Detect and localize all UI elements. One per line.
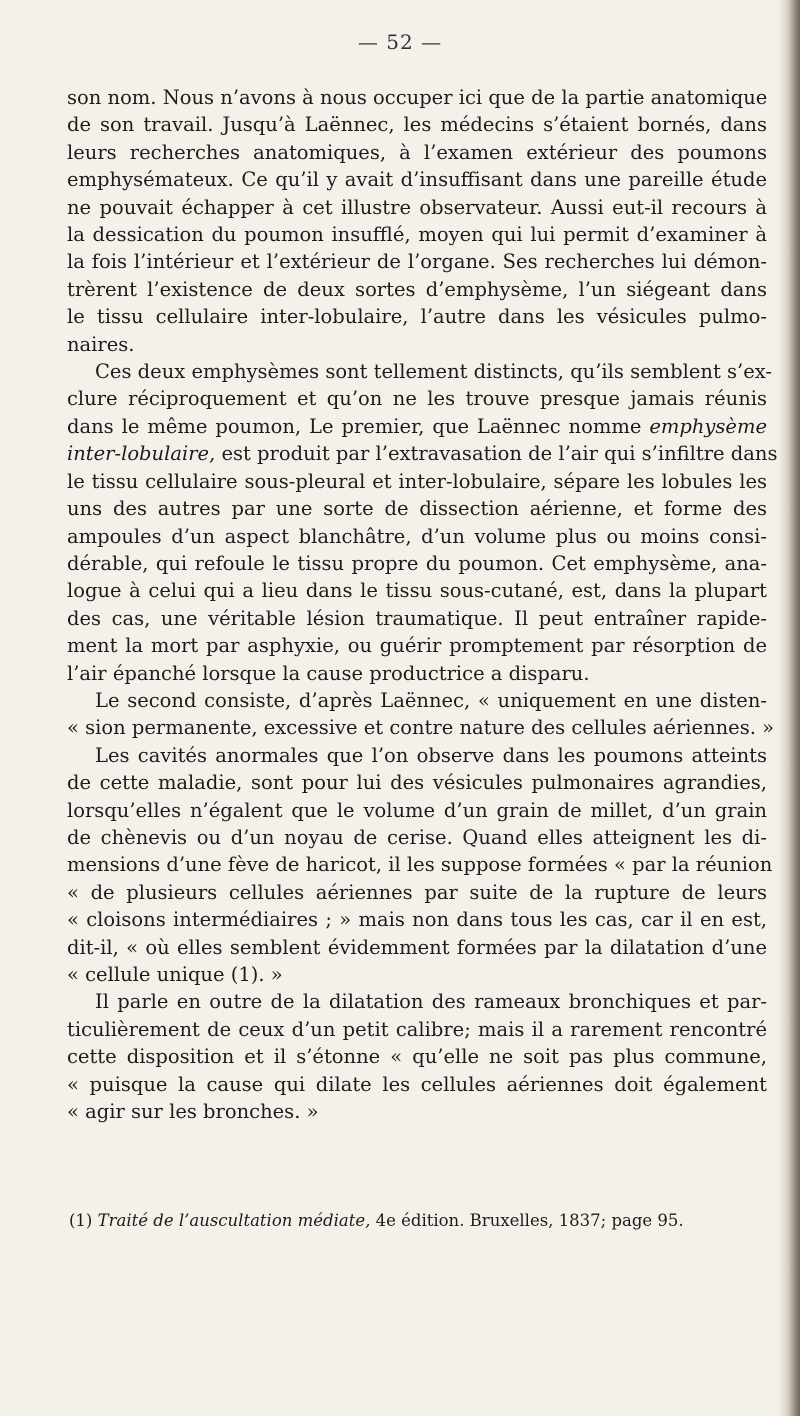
text-line: son nom. Nous n’avons à nous occuper ici que de la partie anatomique bbox=[67, 86, 768, 109]
text-line-with-italic bbox=[67, 413, 767, 440]
text-line: « de plusieurs cellules aériennes par suite de la rupture de leurs bbox=[67, 880, 767, 904]
page-edge-shadow bbox=[778, 0, 800, 1416]
text-line: Les cavités anormales que l’on observe dans les poumons atteints bbox=[95, 743, 767, 767]
italic-term: emphysème bbox=[649, 414, 767, 438]
page-number: — 52 — bbox=[357, 30, 443, 54]
italic-term: inter-lobulaire, bbox=[67, 442, 216, 466]
text-line: logue à celui qui a lieu dans le tissu sous-cutané, est, dans la plupart bbox=[67, 579, 767, 603]
body-text bbox=[67, 84, 778, 1125]
text-line: « sion permanente, excessive et contre nature des cellules aériennes. » bbox=[67, 716, 775, 740]
text-line: de son travail. Jusqu’à Laënnec, les médecins s’étaient bornés, dans bbox=[67, 113, 767, 137]
text-line: Il parle en outre de la dilatation des rameaux bronchiques et par- bbox=[95, 990, 767, 1014]
text-line: la dessication du poumon insufflé, moyen qui lui permit d’examiner à bbox=[67, 223, 767, 247]
text-line: emphysémateux. Ce qu’il y avait d’insuffisant dans une pareille étude bbox=[67, 168, 767, 192]
text-segment: est produit par l’extravasation de l’air qui s’infiltre dans bbox=[221, 442, 778, 466]
text-line: « cloisons intermédiaires ; » mais non dans tous les cas, car il en est, bbox=[67, 908, 767, 932]
text-line: trèrent l’existence de deux sortes d’emphysème, l’un siégeant dans bbox=[67, 277, 767, 301]
text-line: Ces deux emphysèmes sont tellement distincts, qu’ils semblent s’ex- bbox=[95, 360, 772, 384]
text-line: « puisque la cause qui dilate les cellules aériennes doit également bbox=[67, 1072, 767, 1096]
text-line: ampoules d’un aspect blanchâtre, d’un volume plus ou moins consi- bbox=[67, 524, 767, 548]
text-line: le tissu cellulaire sous-pleural et inter-lobulaire, sépare les lobules les bbox=[67, 469, 767, 493]
text-line: ne pouvait échapper à cet illustre observateur. Aussi eut-il recours à bbox=[67, 195, 767, 219]
text-line: « cellule unique (1). » bbox=[67, 963, 283, 986]
footnote-title: Traité de l’auscultation médiate, bbox=[97, 1211, 371, 1230]
footnote bbox=[69, 1211, 769, 1230]
text-line: mensions d’une fève de haricot, il les suppose formées « par la réunion bbox=[67, 853, 773, 877]
text-line: cette disposition et il s’étonne « qu’elle ne soit pas plus commune, bbox=[67, 1045, 767, 1069]
text-segment: dans le même poumon, Le premier, que Laënnec nomme bbox=[67, 414, 642, 438]
text-line: la fois l’intérieur et l’extérieur de l’organe. Ses recherches lui démon- bbox=[67, 250, 767, 274]
text-line: de chènevis ou d’un noyau de cerise. Quand elles atteignent les di- bbox=[67, 825, 767, 849]
text-line: lorsqu’elles n’égalent que le volume d’un grain de millet, d’un grain bbox=[67, 798, 767, 822]
text-line: l’air épanché lorsque la cause productrice a disparu. bbox=[67, 661, 590, 685]
text-line: clure réciproquement et qu’on ne les trouve presque jamais réunis bbox=[67, 387, 767, 411]
text-line: « agir sur les bronches. » bbox=[67, 1100, 319, 1124]
text-line: le tissu cellulaire inter-lobulaire, l’autre dans les vésicules pulmo- bbox=[67, 305, 767, 329]
text-line: des cas, une véritable lésion traumatique. Il peut entraîner rapide- bbox=[67, 606, 767, 630]
text-line: de cette maladie, sont pour lui des vésicules pulmonaires agrandies, bbox=[67, 771, 767, 795]
text-line: naires. bbox=[67, 332, 135, 356]
text-line: leurs recherches anatomiques, à l’examen extérieur des poumons bbox=[67, 140, 767, 164]
text-line-with-italic bbox=[67, 440, 778, 467]
text-line: ment la mort par asphyxie, ou guérir promptement par résorption de bbox=[67, 634, 767, 658]
text-line: dérable, qui refoule le tissu propre du poumon. Cet emphysème, ana- bbox=[67, 551, 767, 575]
text-line: uns des autres par une sorte de dissection aérienne, et forme des bbox=[67, 497, 767, 521]
text-line: dit-il, « où elles semblent évidemment formées par la dilatation d’une bbox=[67, 935, 767, 959]
text-line: ticulièrement de ceux d’un petit calibre; mais il a rarement rencontré bbox=[67, 1017, 767, 1041]
footnote-details: 4e édition. Bruxelles, 1837; page 95. bbox=[375, 1211, 684, 1230]
text-line: Le second consiste, d’après Laënnec, « uniquement en une disten- bbox=[95, 688, 767, 712]
footnote-mark: (1) bbox=[69, 1211, 93, 1230]
